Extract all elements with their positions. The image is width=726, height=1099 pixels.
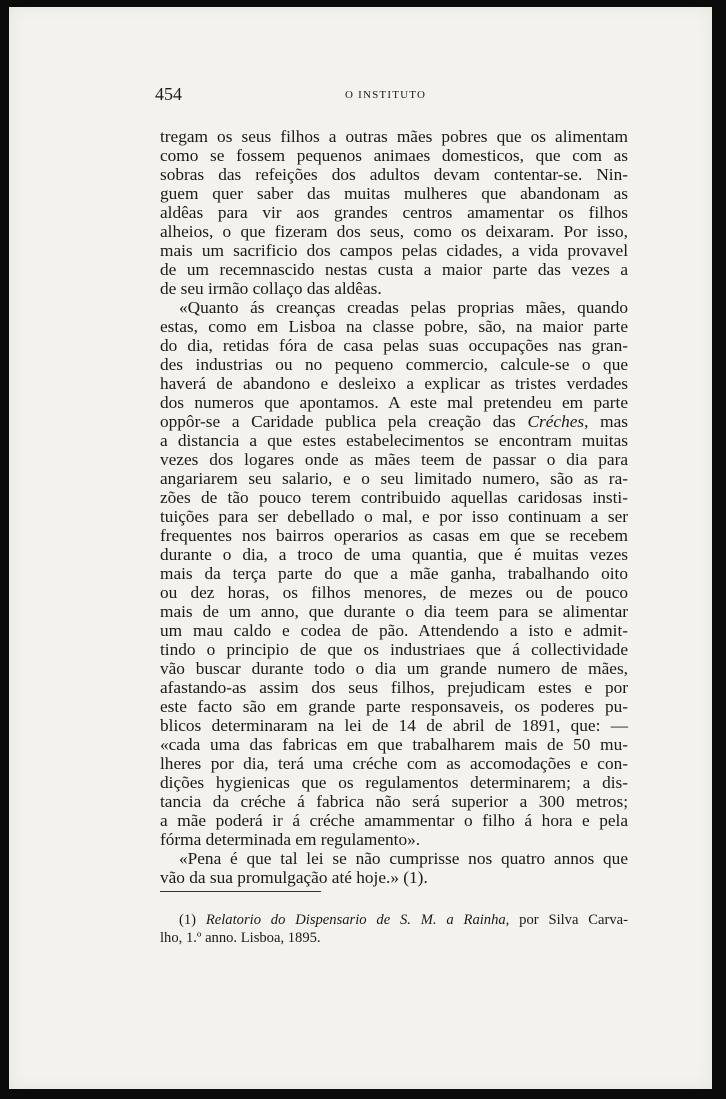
text-line: mais da terça parte do que a mãe ganha, trabalhando oito [160,564,628,583]
footnote-rule [160,891,321,892]
footnote-line [179,911,628,929]
text-line: dições hygienicas que os regulamentos determinarem; a dis- [160,773,628,792]
text-line: sobras das refeições dos adultos devam contentar-se. Nin- [160,165,628,184]
text-line: de um recemnascido nestas custa a maior parte das vezes a [160,260,628,279]
text-line: estas, como em Lisboa na classe pobre, são, na maior parte [160,317,628,336]
text-line: dos numeros que apontamos. A este mal pretendeu em parte [160,393,628,412]
text-fragment: oppôr-se a Caridade publica pela creação das [160,412,516,431]
book-page [9,7,712,1089]
text-line: como se fossem pequenos animaes domesticos, que com as [160,146,628,165]
text-line: ou dez horas, os filhos menores, de mezes ou de pouco [160,583,628,602]
page-header [155,84,635,108]
footnote-rest: por Silva Carva- [519,912,628,928]
text-line: lheres por dia, terá uma créche com as accomodações e con- [160,754,628,773]
text-line: este facto são em grande parte responsaveis, os poderes pu- [160,697,628,716]
text-line: des industrias ou no pequeno commercio, calcule-se o que [160,355,628,374]
text-line: «cada uma das fabricas em que trabalharem mais de 50 mu- [160,735,628,754]
text-line: a mãe poderá ir á créche amammentar o filho á hora e pela [160,811,628,830]
footnote-title: Relatorio do Dispensario de S. M. a Rainha, [205,912,510,928]
text-line: zões de tão pouco terem contribuido aquellas caridosas insti- [160,488,628,507]
text-line: vão da sua promulgação até hoje.» (1). [160,868,428,887]
text-line: durante o dia, a troco de uma quantia, que é muitas vezes [160,545,628,564]
text-line [160,412,628,431]
text-line: guem quer saber das muitas mulheres que abandonam as [160,184,628,203]
text-line: mais de um anno, que durante o dia teem para se alimentar [160,602,628,621]
text-line: tindo o principio de que os industriaes que á collectividade [160,640,628,659]
text-line: tuições para ser debellado o mal, e por isso continuam a ser [160,507,628,526]
text-line: frequentes nos bairros operarios as casas em que se recebem [160,526,628,545]
text-line: um mau caldo e codea de pão. Attendendo a isto e admit- [160,621,628,640]
text-line: «Quanto ás creanças creadas pelas proprias mães, quando [179,298,628,317]
text-line: alheios, o que fizeram dos seus, como os deixaram. Por isso, [160,222,628,241]
text-line: aldêas para vir aos grandes centros amamentar os filhos [160,203,628,222]
text-line: blicos determinaram na lei de 14 de abril de 1891, que: — [160,716,628,735]
text-line: do dia, retidas fóra de casa pelas suas occupações nas gran- [160,336,628,355]
text-line: haverá de abandono e desleixo a explicar as tristes verdades [160,374,628,393]
text-line: mais um sacrificio dos campos pelas cidades, a vida provavel [160,241,628,260]
text-line: tregam os seus filhos a outras mães pobres que os alimentam [160,127,628,146]
text-line: a distancia a que estes estabelecimentos se encontram muitas [160,431,628,450]
footnote [160,911,628,947]
text-line: tancia da créche á fabrica não será superior a 300 metros; [160,792,628,811]
footnote-marker: (1) [179,912,197,928]
text-fragment: mas [600,412,628,431]
text-line: fórma determinada em regulamento». [160,830,421,849]
text-line: vão buscar durante todo o dia um grande numero de mães, [160,659,628,678]
italic-term: Créches, [527,412,589,431]
text-line: «Pena é que tal lei se não cumprisse nos quatro annos que [179,849,628,868]
text-line: vezes dos logares onde as mães teem de passar o dia para [160,450,628,469]
text-line: angariarem seu salario, e o seu limitado numero, são as ra- [160,469,628,488]
page-number: 454 [155,84,182,104]
running-title: O INSTITUTO [345,89,427,101]
text-line: afastando-as assim dos seus filhos, prejudicam estes e por [160,678,628,697]
text-line: de seu irmão collaço das aldêas. [160,279,382,298]
footnote-line: lho, 1.º anno. Lisboa, 1895. [160,930,321,946]
body-text [160,127,628,887]
